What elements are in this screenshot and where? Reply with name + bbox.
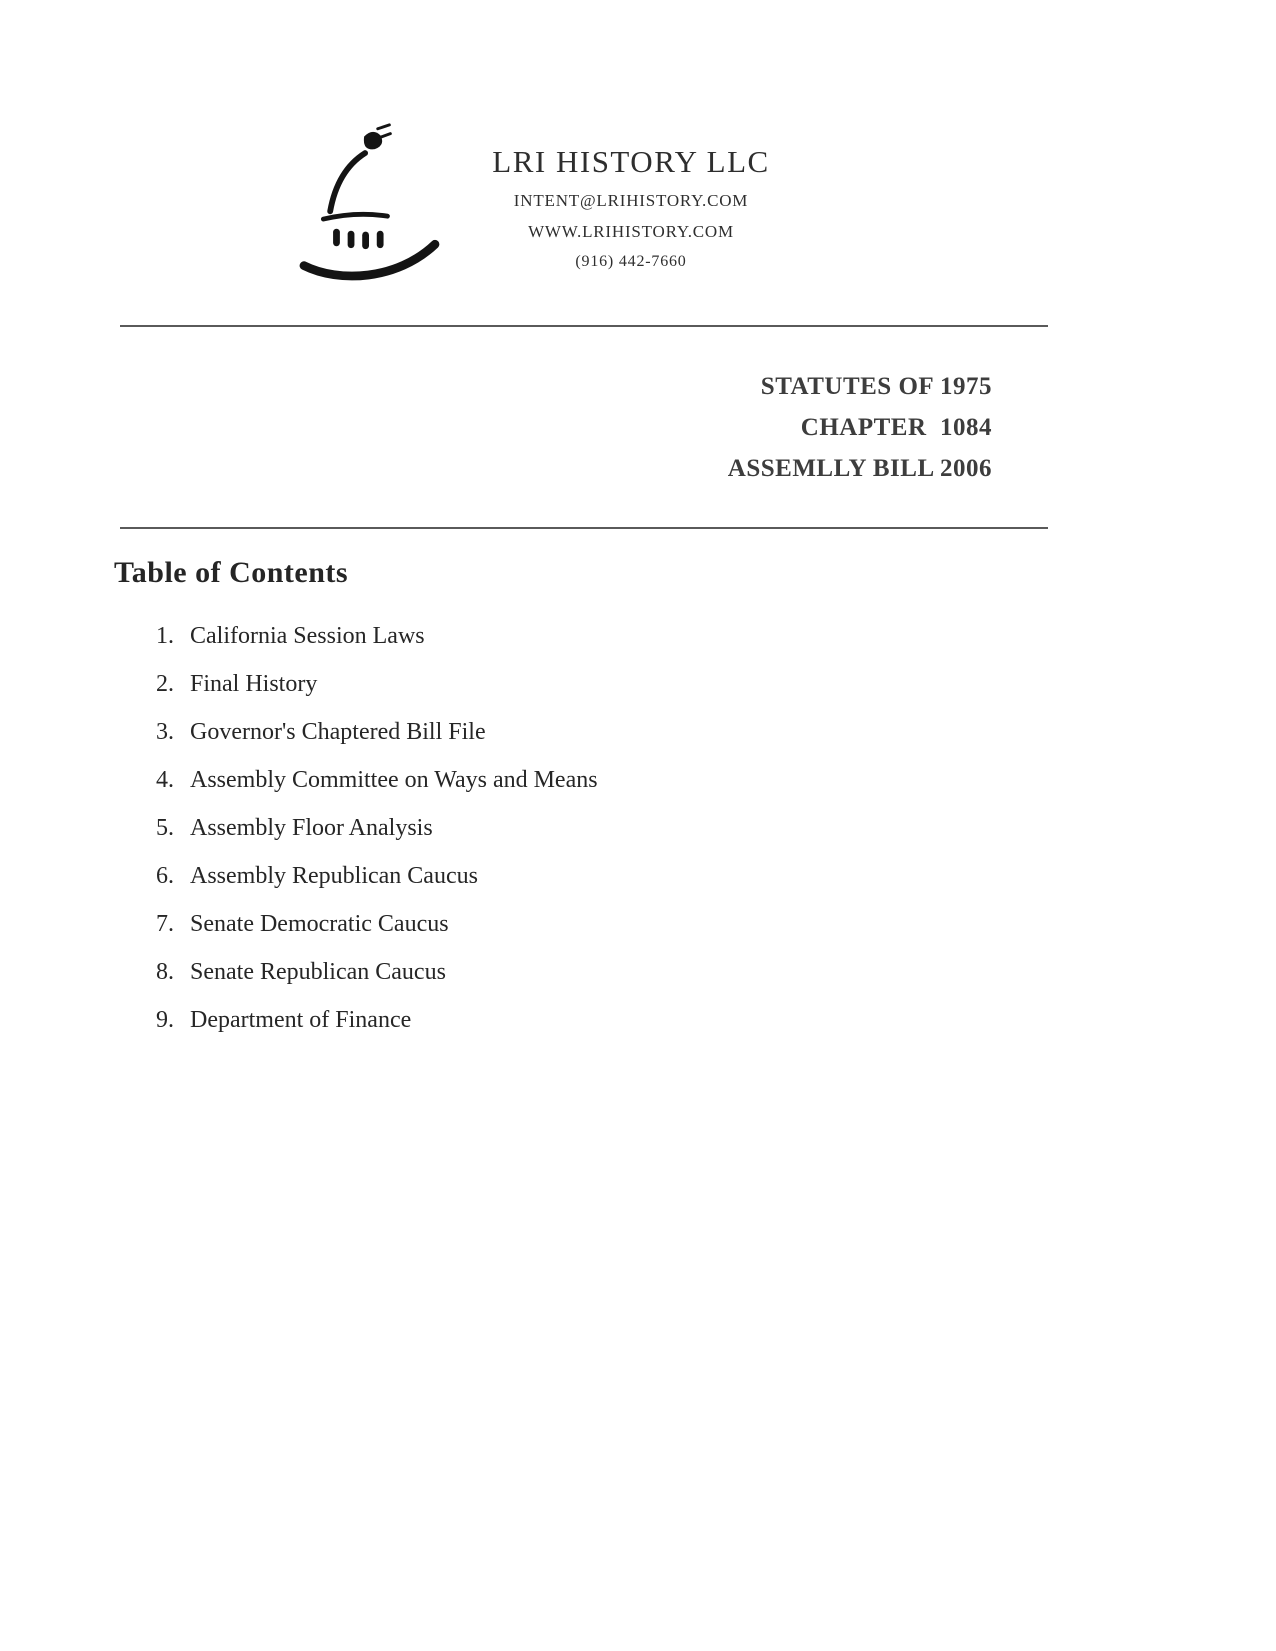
toc-item: 6. Assembly Republican Caucus bbox=[180, 862, 598, 890]
toc-item: 8. Senate Republican Caucus bbox=[180, 958, 598, 986]
toc-item: 7. Senate Democratic Caucus bbox=[180, 910, 598, 938]
letterhead bbox=[295, 122, 781, 287]
toc-item: 2. Final History bbox=[180, 670, 598, 698]
company-email: INTENT@LRIHISTORY.COM bbox=[513, 191, 749, 210]
divider-top bbox=[120, 325, 1048, 327]
statute-line-statutes: STATUTES OF 1975 bbox=[760, 373, 992, 400]
toc-item: 1. California Session Laws bbox=[180, 622, 598, 650]
company-name: LRI HISTORY LLC bbox=[492, 144, 770, 179]
company-website: WWW.LRIHISTORY.COM bbox=[528, 222, 734, 241]
toc-heading: Table of Contents bbox=[114, 556, 349, 589]
statute-title-block bbox=[728, 366, 992, 489]
company-phone: (916) 442-7660 bbox=[575, 253, 687, 270]
toc-item: 5. Assembly Floor Analysis bbox=[180, 814, 598, 842]
statute-line-chapter: CHAPTER 1084 bbox=[800, 414, 992, 441]
toc-item: 9. Department of Finance bbox=[180, 1006, 598, 1034]
capitol-dome-logo-icon bbox=[295, 122, 443, 287]
divider-bottom bbox=[120, 527, 1048, 529]
letterhead-text bbox=[481, 122, 781, 271]
toc-item: 4. Assembly Committee on Ways and Means bbox=[180, 766, 598, 794]
toc-item: 3. Governor's Chaptered Bill File bbox=[180, 718, 598, 746]
statute-line-bill: ASSEMLLY BILL 2006 bbox=[727, 455, 992, 482]
toc-list bbox=[142, 622, 598, 1054]
